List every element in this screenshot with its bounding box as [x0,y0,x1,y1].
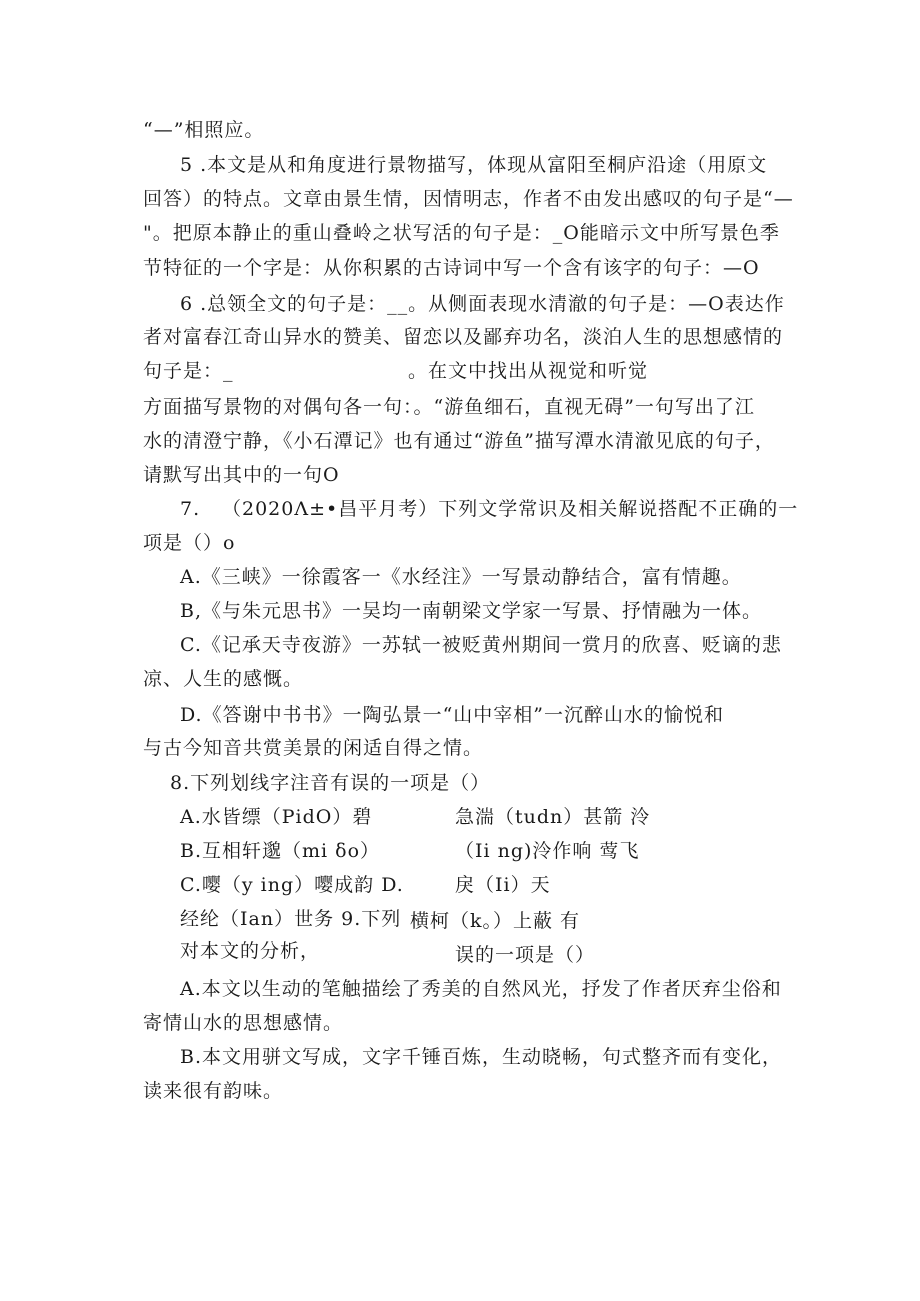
option-c: C.《记承天寺夜游》一苏轼一被贬黄州期间一赏月的欣喜、贬谪的悲 [180,634,782,656]
option-d: D.《答谢中书书》一陶弘景一“山中宰相”一沉醉山水的愉悦和 [180,704,725,726]
option-b: B.本文用骈文写成，文字千锤百炼，生动晓畅，句式整齐而有变化， [180,1046,783,1068]
question-6: 6 .总领全文的句子是：__。从侧面表现水清澈的句子是：—O表达作 [180,293,785,315]
text-line: 误的一项是（） [455,944,596,966]
text-line: “—”相照应。 [143,119,265,141]
text-line: 经纶（Ian）世务 9.下列 [180,908,402,930]
text-line: 戾（Ii）天 [455,874,551,896]
question-5: 5 .本文是从和角度进行景物描写，体现从富阳至桐庐沿途（用原文 [180,154,768,176]
text-line: 凉、人生的感慨。 [143,668,304,690]
text-line: 者对富春江奇山异水的赞美、留恋以及鄙弃功名，淡泊人生的思想感情的 [143,326,784,348]
text-line: 寄情山水的思想感情。 [143,1012,344,1034]
option-a: A.本文以生动的笔触描绘了秀美的自然风光，抒发了作者厌弃尘俗和 [180,978,782,1000]
question-8: 8.下列划线字注音有误的一项是（） [170,772,491,794]
text-line: 节特征的一个字是：从你积累的古诗词中写一个含有该字的句子：—O [143,257,760,279]
text-line: 读来很有韵味。 [143,1080,284,1102]
text-line: 项是（）o [143,532,236,554]
text-line: （Ii ng)泠作响 莺飞 [455,840,640,862]
text-line: 句子是：_ [143,360,234,382]
text-line: 对本文的分析， [180,940,321,962]
option-b: B,《与朱元思书》一吴均一南朝梁文学家一写景、抒情融为一体。 [180,600,763,622]
text-line: 与古今知音共赏美景的闲适自得之情。 [143,737,484,759]
text-line: "。把原本静止的重山叠岭之状写活的句子是：_O能暗示文中所写景色季 [143,222,780,244]
option-b: B.互相轩邈（mi δo） [180,840,381,862]
option-a: A.水皆缥（PidO）碧 [180,806,373,828]
text-line: 回答）的特点。文章由景生情，因情明志，作者不由发出感叹的句子是“— [143,188,794,210]
text-line: 水的清澄宁静，《小石潭记》也有通过“游鱼”描写潭水清澈见底的句子， [143,430,775,452]
text-line: 请默写出其中的一句O [143,464,340,486]
question-7-number: 7. [180,498,201,520]
text-line: 急湍（tudn）甚箭 泠 [455,806,651,828]
option-c: C.嘤（y ing）嘤成韵 D. [180,874,404,896]
text-line: 。在文中找出从视觉和听觉 [408,360,649,382]
question-7: （2020Λ±•昌平月考）下列文学常识及相关解说搭配不正确的一 [222,498,799,520]
text-line: 方面描写景物的对偶句各一句：。“游鱼细石，直视无碍”一句写出了江 [143,396,755,418]
option-a: A.《三峡》一徐霞客一《水经注》一写景动静结合，富有情趣。 [180,566,742,588]
text-line: 横柯（k。）上蔽 有 [410,910,581,932]
